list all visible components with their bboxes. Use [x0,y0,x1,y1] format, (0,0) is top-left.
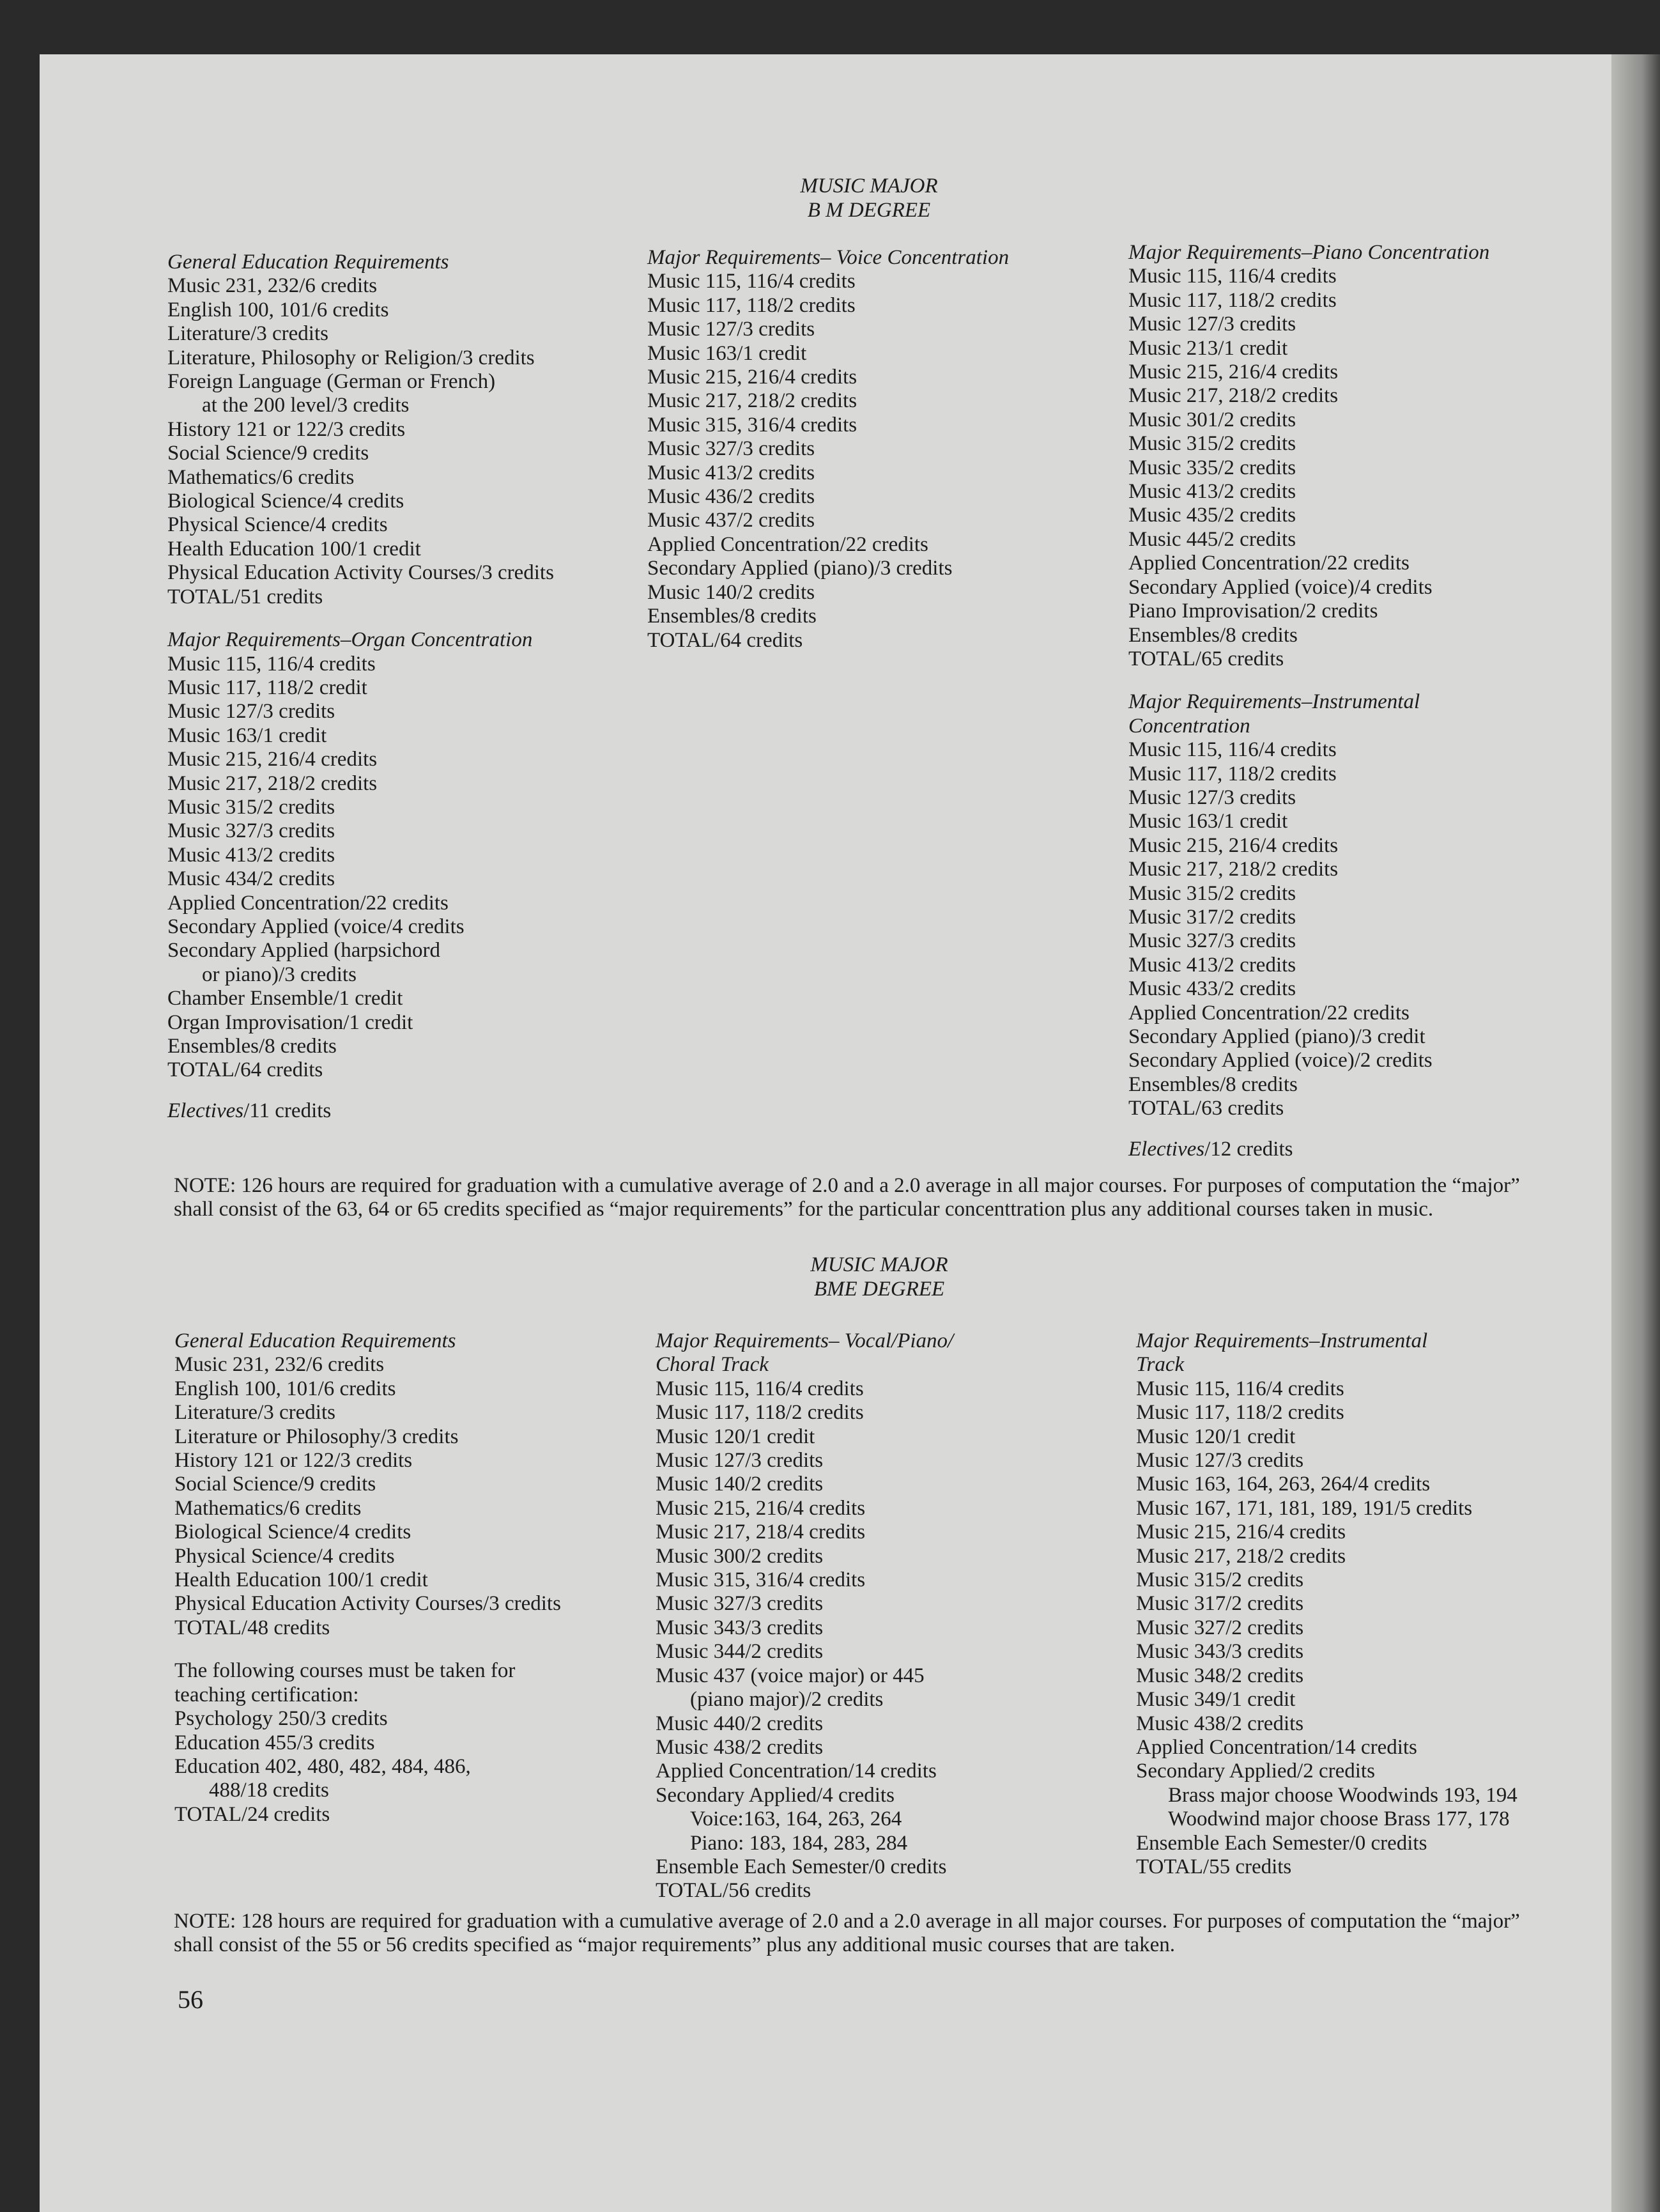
bm-instrumental-heading-cont: Concentration [1128,714,1250,738]
list-item: TOTAL/65 credits [1128,647,1284,670]
list-item: Music 301/2 credits [1128,408,1296,431]
list-item: Music 315, 316/4 credits [647,413,857,437]
list-item: Literature/3 credits [174,1401,335,1425]
list-item: Music 217, 218/2 credits [1136,1544,1346,1568]
list-item: Ensembles/8 credits [1128,1072,1298,1096]
list-item: Chamber Ensemble/1 credit [167,987,403,1010]
list-item: Music 127/3 credits [1128,313,1296,336]
list-item: Music 127/3 credits [656,1449,824,1473]
bm-col-piano-instrumental [1128,241,1489,1161]
list-item: TOTAL/63 credits [1128,1097,1284,1120]
list-item: Music 217, 218/4 credits [656,1520,866,1544]
list-item: Music 140/2 credits [647,580,815,604]
list-item: Applied Concentration/22 credits [167,891,449,915]
list-item: Music 433/2 credits [1128,977,1296,1001]
list-item: Music 413/2 credits [167,843,335,867]
bm-voice-heading: Major Requirements– Voice Concentration [647,246,1010,269]
bm-piano-heading: Major Requirements–Piano Concentration [1128,241,1490,264]
list-item: Music 215, 216/4 credits [167,748,378,771]
list-item: Music 117, 118/2 credits [1128,288,1337,312]
list-item: Music 231, 232/6 credits [174,1353,385,1377]
list-item: 488/18 credits [209,1779,329,1802]
bme-title-line1: MUSIC MAJOR [810,1253,948,1276]
list-item: Music 120/1 credit [656,1425,815,1448]
list-item: Music 315/2 credits [1128,432,1296,456]
list-item: Literature, Philosophy or Religion/3 credits [167,346,535,369]
list-item: Music 413/2 credits [1128,953,1296,977]
list-item: Music 413/2 credits [1128,480,1296,504]
list-item: Secondary Applied/4 credits [656,1783,895,1807]
list-item: Music 163/1 credit [167,723,327,747]
list-item: Music 163/1 credit [1128,810,1288,833]
bm-col-general-organ [167,251,554,1123]
list-item: Mathematics/6 credits [174,1496,362,1520]
list-item: Music 327/3 credits [1128,929,1296,953]
bm-title-line1: MUSIC MAJOR [800,174,938,197]
list-item: Education 402, 480, 482, 484, 486, [174,1754,471,1778]
list-item: Music 327/3 credits [656,1592,824,1616]
list-item: English 100, 101/6 credits [167,298,389,321]
list-item: Music 434/2 credits [167,867,335,891]
list-item: Music 327/2 credits [1136,1616,1304,1639]
list-item: Physical Education Activity Courses/3 credits [167,561,554,585]
list-item: Piano Improvisation/2 credits [1128,599,1378,623]
list-item: Music 117, 118/2 credits [647,293,856,317]
list-item: Physical Science/4 credits [174,1544,395,1568]
list-item: Ensemble Each Semester/0 credits [1136,1831,1427,1855]
list-item: Music 315/2 credits [1136,1568,1304,1592]
list-item: History 121 or 122/3 credits [174,1449,413,1473]
list-item: Music 117, 118/2 credits [1128,762,1337,785]
electives-label: Electives [167,1099,244,1122]
list-item: Music 317/2 credits [1136,1592,1304,1616]
list-item: Music 343/3 credits [656,1616,824,1639]
list-item: Applied Concentration/22 credits [1128,1001,1410,1025]
list-item: Secondary Applied (voice)/4 credits [1128,575,1433,599]
bme-title-line2: BME DEGREE [813,1278,945,1301]
list-item: Piano: 183, 184, 283, 284 [690,1831,908,1855]
list-item: Music 215, 216/4 credits [656,1496,866,1520]
list-item: Music 117, 118/2 credit [167,676,367,699]
list-item: Music 217, 218/2 credits [1128,858,1339,881]
list-item: Music 315, 316/4 credits [656,1568,866,1592]
list-item: Music 115, 116/4 credits [656,1377,864,1400]
list-item: Secondary Applied (piano)/3 credits [647,557,953,580]
list-item: The following courses must be taken for [174,1659,516,1683]
list-item: Music 115, 116/4 credits [1128,738,1337,762]
list-item: Music 335/2 credits [1128,456,1296,479]
list-item: Secondary Applied/2 credits [1136,1760,1375,1783]
list-item: teaching certification: [174,1683,359,1706]
list-item: English 100, 101/6 credits [174,1377,396,1400]
bm-col-voice [647,246,1009,653]
bm-electives-line-2 [1128,1138,1489,1161]
list-item: TOTAL/24 credits [174,1802,330,1826]
list-item: Music 217, 218/2 credits [167,771,378,795]
list-item: Music 435/2 credits [1128,504,1296,527]
list-item: Music 327/3 credits [647,437,815,461]
electives-value: /11 credits [243,1099,332,1122]
bme-instrumental-heading: Major Requirements–Instrumental [1136,1329,1428,1352]
list-item: Music 327/3 credits [167,819,335,843]
bme-note: NOTE: 128 hours are required for graduation with a cumulative average of 2.0 and a 2.0 average in all major courses. For purposes of computation the “major” shall consist of the 55 or 56 credits specified as “major requirements” plus any additional music courses that are taken. [174,1910,1520,1956]
list-item: Education 455/3 credits [174,1731,375,1754]
bm-degree-heading [741,174,997,222]
list-item: Ensembles/8 credits [1128,623,1298,647]
list-item: Literature or Philosophy/3 credits [174,1425,459,1448]
list-item: Music 127/3 credits [167,700,335,723]
bm-instrumental-heading: Major Requirements–Instrumental [1128,690,1420,714]
list-item: Secondary Applied (piano)/3 credit [1128,1025,1426,1048]
list-item: Music 348/2 credits [1136,1664,1304,1687]
list-item: Secondary Applied (harpsichord [167,939,441,963]
list-item: Music 215, 216/4 credits [647,366,857,389]
list-item: Music 315/2 credits [167,795,335,819]
bme-vocal-heading: Major Requirements– Vocal/Piano/ [656,1329,954,1352]
list-item: Music 115, 116/4 credits [1128,265,1337,288]
list-item: (piano major)/2 credits [690,1688,884,1712]
list-item: Music 438/2 credits [1136,1712,1304,1735]
list-item: Health Education 100/1 credit [174,1568,428,1592]
list-item: Music 163/1 credit [647,341,807,365]
list-item: Music 217, 218/2 credits [1128,384,1339,408]
list-item: Music 115, 116/4 credits [167,652,376,676]
list-item: Ensembles/8 credits [167,1035,337,1058]
list-item: Music 163, 164, 263, 264/4 credits [1136,1473,1431,1496]
list-item: Music 215, 216/4 credits [1128,360,1339,384]
list-item: Music 344/2 credits [656,1640,824,1664]
list-item: TOTAL/56 credits [656,1879,811,1903]
list-item: Physical Science/4 credits [167,513,388,537]
page-number: 56 [178,1985,203,2014]
list-item: Music 167, 171, 181, 189, 191/5 credits [1136,1496,1473,1520]
electives-value: /12 credits [1204,1137,1293,1161]
list-item: Music 437/2 credits [647,509,815,532]
bme-instrumental-heading-cont: Track [1136,1353,1185,1377]
list-item: Social Science/9 credits [174,1473,376,1496]
bm-title-line2: B M DEGREE [807,199,931,222]
electives-label: Electives [1128,1137,1205,1161]
list-item: Music 117, 118/2 credits [1136,1401,1344,1425]
list-item: Secondary Applied (voice/4 credits [167,915,465,938]
list-item: TOTAL/51 credits [167,585,323,608]
list-item: Mathematics/6 credits [167,465,355,489]
list-item: Ensembles/8 credits [647,605,817,628]
list-item: Music 231, 232/6 credits [167,274,378,298]
list-item: Music 140/2 credits [656,1473,824,1496]
list-item: Literature/3 credits [167,322,328,346]
list-item: Applied Concentration/22 credits [1128,552,1410,575]
list-item: Music 349/1 credit [1136,1688,1296,1712]
list-item: Music 127/3 credits [647,318,815,341]
list-item: Music 315/2 credits [1128,881,1296,905]
bme-vocal-heading-cont: Choral Track [656,1353,769,1377]
list-item: at the 200 level/3 credits [202,394,410,417]
list-item: Music 413/2 credits [647,461,815,484]
bm-organ-heading: Major Requirements–Organ Concentration [167,628,533,652]
list-item: Applied Concentration/14 credits [1136,1735,1417,1759]
list-item: Music 120/1 credit [1136,1425,1296,1448]
list-item: Music 115, 116/4 credits [1136,1377,1344,1400]
list-item: Organ Improvisation/1 credit [167,1010,413,1034]
bme-col-instrumental [1136,1329,1518,1879]
list-item: TOTAL/64 credits [647,628,803,652]
list-item: Ensemble Each Semester/0 credits [656,1855,947,1878]
bme-col-general-cert [174,1329,561,1827]
list-item: Music 115, 116/4 credits [647,270,856,293]
bme-col-vocal [656,1329,953,1903]
book-spine-edge [1611,54,1660,2212]
list-item: TOTAL/55 credits [1136,1855,1292,1878]
list-item: Music 127/3 credits [1136,1449,1304,1473]
list-item: Applied Concentration/14 credits [656,1760,937,1783]
list-item: Music 445/2 credits [1128,527,1296,551]
list-item: Secondary Applied (voice)/2 credits [1128,1049,1433,1072]
list-item: Woodwind major choose Brass 177, 178 [1168,1807,1510,1831]
list-item: Music 127/3 credits [1128,785,1296,809]
bme-degree-heading [751,1253,1007,1301]
list-item: TOTAL/64 credits [167,1058,323,1082]
list-item: or piano)/3 credits [202,963,357,986]
list-item: Music 438/2 credits [656,1735,824,1759]
list-item: Music 213/1 credit [1128,336,1288,360]
list-item: Music 343/3 credits [1136,1640,1304,1664]
list-item: History 121 or 122/3 credits [167,417,406,441]
list-item: Physical Education Activity Courses/3 credits [174,1592,561,1616]
list-item: Music 217, 218/2 credits [647,389,857,413]
list-item: Biological Science/4 credits [167,490,404,513]
list-item: Foreign Language (German or French) [167,370,496,394]
list-item: Music 440/2 credits [656,1712,824,1735]
list-item: Brass major choose Woodwinds 193, 194 [1168,1783,1518,1807]
list-item: Social Science/9 credits [167,442,369,465]
list-item: Music 317/2 credits [1128,905,1296,929]
list-item: Health Education 100/1 credit [167,537,421,561]
list-item: Voice:163, 164, 263, 264 [690,1807,902,1831]
list-item: Music 436/2 credits [647,485,815,509]
list-item: Music 437 (voice major) or 445 [656,1664,925,1687]
list-item: Biological Science/4 credits [174,1520,411,1544]
list-item: TOTAL/48 credits [174,1616,330,1639]
list-item: Applied Concentration/22 credits [647,532,928,556]
list-item: Music 300/2 credits [656,1544,824,1568]
list-item: Music 215, 216/4 credits [1136,1520,1346,1544]
list-item: Music 215, 216/4 credits [1128,833,1339,857]
bm-general-heading: General Education Requirements [167,251,449,274]
list-item: Music 117, 118/2 credits [656,1401,864,1425]
bm-note: NOTE: 126 hours are required for graduation with a cumulative average of 2.0 and a 2.0 average in all major courses. For purposes of computation the “major” shall consist of the 63, 64 or 65 credits specified as “major requirements” for the particular concenttration plus any additional courses taken in music. [174,1174,1520,1221]
bm-electives-line [167,1099,554,1123]
list-item: Psychology 250/3 credits [174,1707,388,1731]
bme-general-heading: General Education Requirements [174,1329,456,1352]
